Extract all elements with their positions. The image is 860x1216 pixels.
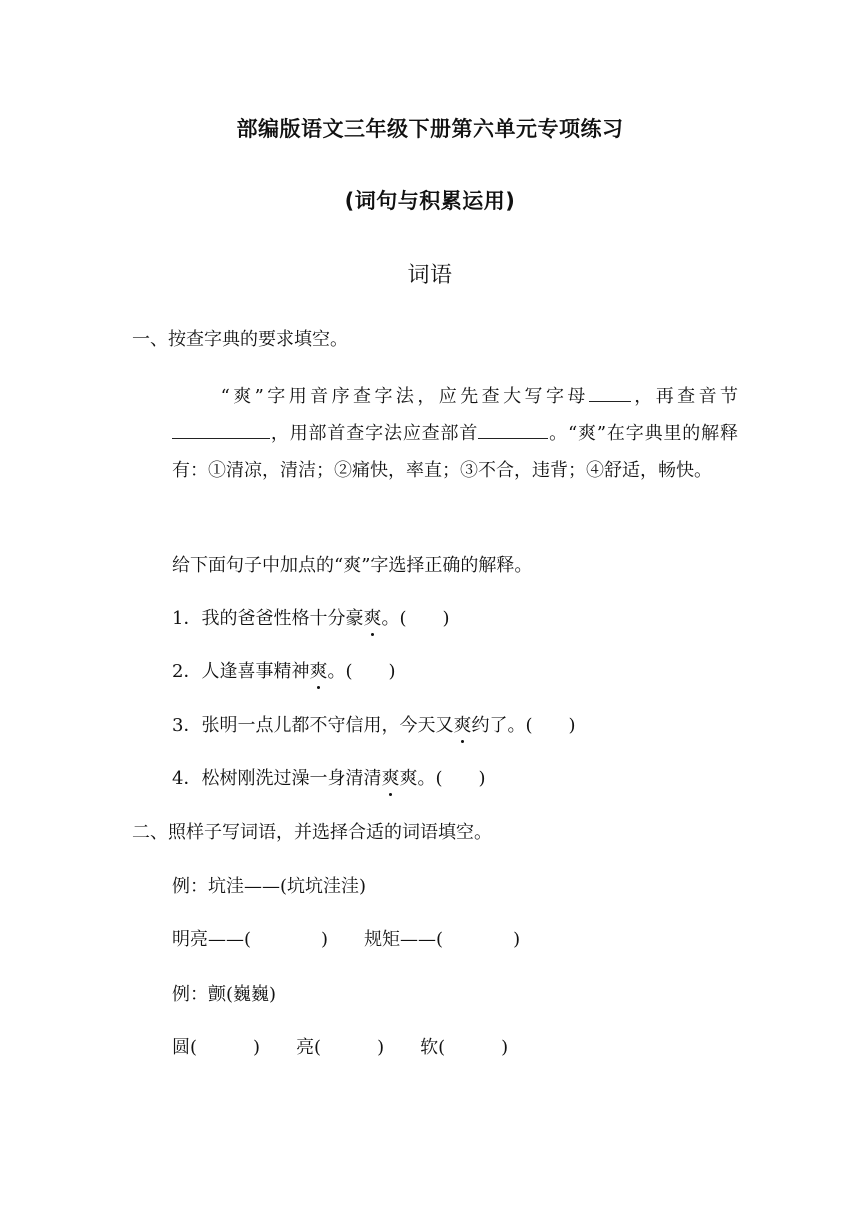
list-item bbox=[172, 607, 450, 631]
example-1: 例：坑洼——(坑坑洼洼) bbox=[172, 876, 367, 897]
dotted-character: 爽 bbox=[309, 661, 328, 682]
item-text: 2．人逢喜事精神 bbox=[172, 661, 310, 682]
para-text-d: 。“爽”在字典里的解释有：①清凉，清洁；②痛快，率直；③不合，违背；④舒适，畅快。 bbox=[172, 423, 739, 481]
list-item bbox=[172, 660, 396, 684]
para-text-a: “爽”字用音序查字法，应先查大写字母 bbox=[220, 386, 589, 407]
fill-blank-radical[interactable] bbox=[478, 420, 548, 439]
dotted-character: 爽 bbox=[453, 715, 472, 736]
word-prompt-liang: 亮( bbox=[296, 1037, 322, 1058]
paren-close: ) bbox=[377, 1037, 385, 1058]
answer-paren[interactable]: 。( ) bbox=[327, 661, 396, 682]
dotted-character: 爽 bbox=[363, 608, 382, 629]
question-1-heading: 一、按查字典的要求填空。 bbox=[132, 329, 348, 350]
para-text-b: ，再查音节 bbox=[630, 386, 739, 407]
paren-close: ) bbox=[501, 1037, 509, 1058]
list-item bbox=[172, 714, 576, 738]
question-1-instruction: 给下面句子中加点的“爽”字选择正确的解释。 bbox=[172, 555, 533, 576]
word-prompt-ruan: 软( bbox=[420, 1037, 446, 1058]
section-title: 词语 bbox=[407, 263, 453, 288]
word-row-1 bbox=[172, 928, 520, 952]
para-text-c: ，用部首查字法应查部首 bbox=[270, 423, 479, 444]
word-prompt-mingliang: 明亮——( bbox=[172, 929, 252, 950]
fill-blank-letter[interactable] bbox=[589, 383, 631, 402]
word-prompt-yuan: 圆( bbox=[172, 1037, 198, 1058]
question-1-paragraph bbox=[172, 378, 738, 489]
document-subtitle: (词句与积累运用) bbox=[344, 189, 516, 213]
word-prompt-guiju: 规矩——( bbox=[364, 929, 444, 950]
dotted-character: 爽 bbox=[381, 768, 400, 789]
item-text: 3．张明一点儿都不守信用，今天又 bbox=[172, 715, 454, 736]
answer-paren[interactable]: 约了。( ) bbox=[471, 715, 576, 736]
item-text: 1．我的爸爸性格十分豪 bbox=[172, 608, 364, 629]
word-row-2 bbox=[172, 1036, 508, 1060]
paren-close: ) bbox=[253, 1037, 261, 1058]
answer-paren[interactable]: 爽。( ) bbox=[399, 768, 486, 789]
paren-close: ) bbox=[513, 929, 521, 950]
item-text: 4．松树刚洗过澡一身清清 bbox=[172, 768, 382, 789]
fill-blank-syllable[interactable] bbox=[172, 420, 270, 439]
question-2-heading: 二、照样子写词语，并选择合适的词语填空。 bbox=[132, 822, 492, 843]
paren-close: ) bbox=[321, 929, 329, 950]
list-item bbox=[172, 767, 486, 791]
document-title: 部编版语文三年级下册第六单元专项练习 bbox=[236, 117, 624, 141]
example-2: 例：颤(巍巍) bbox=[172, 984, 277, 1005]
answer-paren[interactable]: 。( ) bbox=[381, 608, 450, 629]
